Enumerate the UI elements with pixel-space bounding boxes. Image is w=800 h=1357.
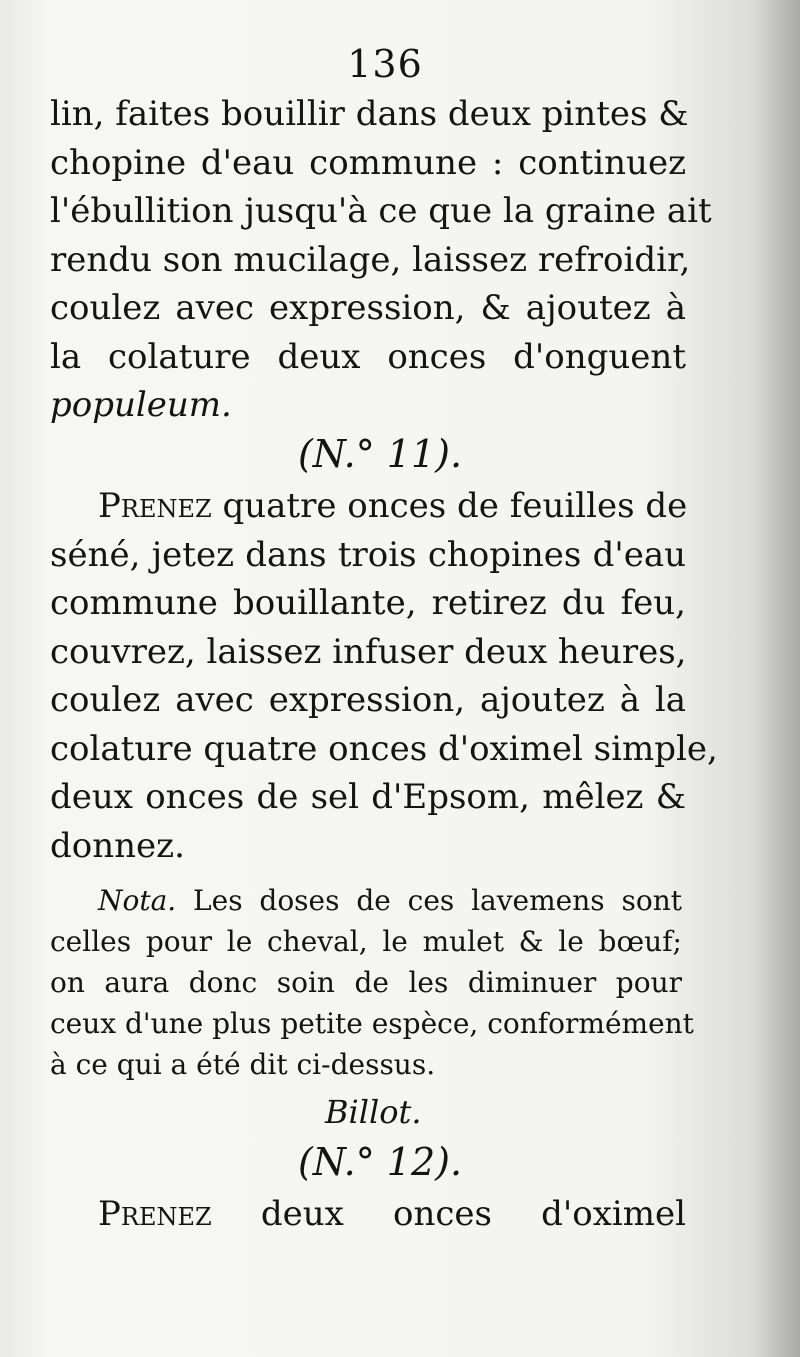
nota-label: Nota. bbox=[98, 884, 177, 917]
text-line bbox=[50, 1190, 686, 1239]
text-line: deux onces de sel d'Epsom, mêlez & bbox=[50, 777, 686, 817]
recipe-11 bbox=[50, 482, 718, 870]
text-run: Les doses de ces lavemens sont bbox=[176, 884, 682, 917]
text-line: l'ébullition jusqu'à ce que la graine ait bbox=[50, 191, 712, 231]
text-line: coulez avec expression, & ajoutez à bbox=[50, 288, 686, 328]
text-line: lin, faites bouillir dans deux pintes & bbox=[50, 94, 689, 134]
text-line: donnez. bbox=[50, 825, 185, 866]
text-line: populeum. bbox=[50, 385, 232, 425]
recipe-opening-word: Prenez bbox=[98, 486, 212, 526]
text-line: on aura donc soin de les diminuer pour bbox=[50, 966, 682, 999]
text-line: colature quatre onces d'oximel simple, bbox=[50, 728, 718, 769]
recipe-12 bbox=[50, 1190, 686, 1239]
text-line: chopine d'eau commune : continuez bbox=[50, 142, 686, 183]
text-line: à ce qui a été dit ci-dessus. bbox=[50, 1048, 436, 1081]
nota-paragraph bbox=[50, 880, 694, 1085]
recipe-opening-word: Prenez bbox=[98, 1194, 212, 1234]
author-signature: Billot. bbox=[325, 1093, 422, 1131]
recipe-10-continuation bbox=[50, 90, 712, 430]
text-run: deux onces d'oximel bbox=[211, 1194, 686, 1234]
text-line: rendu son mucilage, laissez refroidir, bbox=[50, 239, 691, 280]
text-line: commune bouillante, retirez du feu, bbox=[50, 583, 686, 623]
text-line: séné, jetez dans trois chopines d'eau bbox=[50, 534, 686, 575]
text-line: couvrez, laissez infuser deux heures, bbox=[50, 631, 687, 672]
text-line: ceux d'une plus petite espèce, conformément bbox=[50, 1007, 694, 1040]
text-line bbox=[50, 880, 682, 921]
recipe-number-11: (N.° 11). bbox=[297, 432, 463, 476]
recipe-number-12: (N.° 12). bbox=[297, 1140, 463, 1184]
text-line bbox=[50, 482, 686, 531]
text-run: quatre onces de feuilles de bbox=[211, 486, 688, 526]
page-number: 136 bbox=[347, 42, 423, 86]
text-line: coulez avec expression, ajoutez à la bbox=[50, 680, 686, 720]
text-line: la colature deux onces d'onguent bbox=[50, 336, 686, 377]
text-line: celles pour le cheval, le mulet & le bœuf; bbox=[50, 925, 682, 958]
